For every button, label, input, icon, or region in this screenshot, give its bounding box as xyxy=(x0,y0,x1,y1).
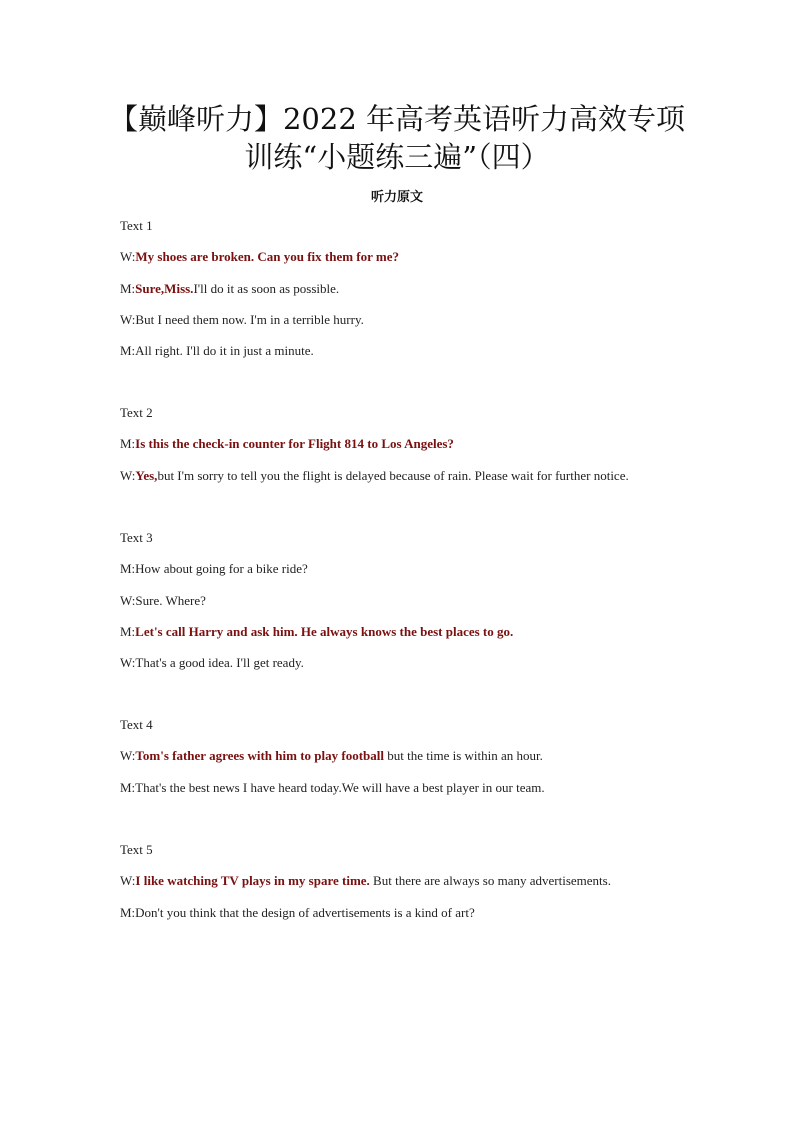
speaker-label: M: xyxy=(120,436,136,451)
text-heading: Text 4 xyxy=(120,717,153,732)
highlighted-answer: My shoes are broken. Can you fix them for me? xyxy=(135,249,400,264)
dialogue-text: Sure. Where? xyxy=(135,593,206,608)
highlighted-answer: Yes, xyxy=(135,468,158,483)
speaker-label: M: xyxy=(120,780,136,795)
highlighted-answer: Let's call Harry and ask him. He always knows the best places to go. xyxy=(135,624,514,639)
dialogue-line xyxy=(120,905,475,921)
highlighted-answer: Sure,Miss. xyxy=(135,281,194,296)
dialogue-text: but the time is within an hour. xyxy=(383,748,543,763)
dialogue-line xyxy=(120,249,399,265)
title-line-2: 训练“小题练三遍”（四） xyxy=(244,140,550,174)
dialogue-line xyxy=(120,624,513,640)
dialogue-text: But there are always so many advertisements. xyxy=(369,873,611,888)
dialogue-line xyxy=(120,281,339,297)
text-heading: Text 5 xyxy=(120,842,153,857)
dialogue-line xyxy=(120,343,314,359)
dialogue-text: Don't you think that the design of advertisements is a kind of art? xyxy=(135,905,475,920)
dialogue-text: but I'm sorry to tell you the flight is delayed because of rain. Please wait for further notice. xyxy=(157,468,629,483)
section-subtitle: 听力原文 xyxy=(370,190,423,205)
dialogue-line xyxy=(120,312,364,328)
dialogue-line xyxy=(120,593,206,609)
title-line-1: 【巅峰听力】2022 年高考英语听力高效专项 xyxy=(108,102,686,136)
dialogue-text: How about going for a bike ride? xyxy=(135,561,308,576)
dialogue-text: But I need them now. I'm in a terrible hurry. xyxy=(135,312,364,327)
highlighted-answer: Tom's father agrees with him to play football xyxy=(135,748,384,763)
text-heading: Text 3 xyxy=(120,530,153,545)
speaker-label: M: xyxy=(120,905,136,920)
dialogue-line xyxy=(120,436,454,452)
speaker-label: W: xyxy=(120,655,136,670)
speaker-label: W: xyxy=(120,312,136,327)
speaker-label: W: xyxy=(120,593,136,608)
speaker-label: W: xyxy=(120,249,136,264)
dialogue-text: That's the best news I have heard today.We will have a best player in our team. xyxy=(135,780,545,795)
dialogue-line xyxy=(120,561,308,577)
document-title xyxy=(100,100,694,176)
highlighted-answer: Is this the check-in counter for Flight 814 to Los Angeles? xyxy=(135,436,454,451)
speaker-label: W: xyxy=(120,468,136,483)
speaker-label: M: xyxy=(120,343,136,358)
dialogue-line xyxy=(120,748,543,764)
dialogue-line xyxy=(120,780,545,796)
dialogue-line xyxy=(120,468,629,484)
text-heading: Text 2 xyxy=(120,405,153,420)
speaker-label: W: xyxy=(120,748,136,763)
dialogue-text: All right. I'll do it in just a minute. xyxy=(135,343,314,358)
dialogue-line xyxy=(120,655,304,671)
speaker-label: W: xyxy=(120,873,136,888)
dialogue-text: I'll do it as soon as possible. xyxy=(193,281,340,296)
dialogue-line xyxy=(120,873,611,889)
text-heading: Text 1 xyxy=(120,218,153,233)
dialogue-text: That's a good idea. I'll get ready. xyxy=(135,655,304,670)
speaker-label: M: xyxy=(120,561,136,576)
speaker-label: M: xyxy=(120,624,136,639)
highlighted-answer: I like watching TV plays in my spare time. xyxy=(135,873,370,888)
speaker-label: M: xyxy=(120,281,136,296)
